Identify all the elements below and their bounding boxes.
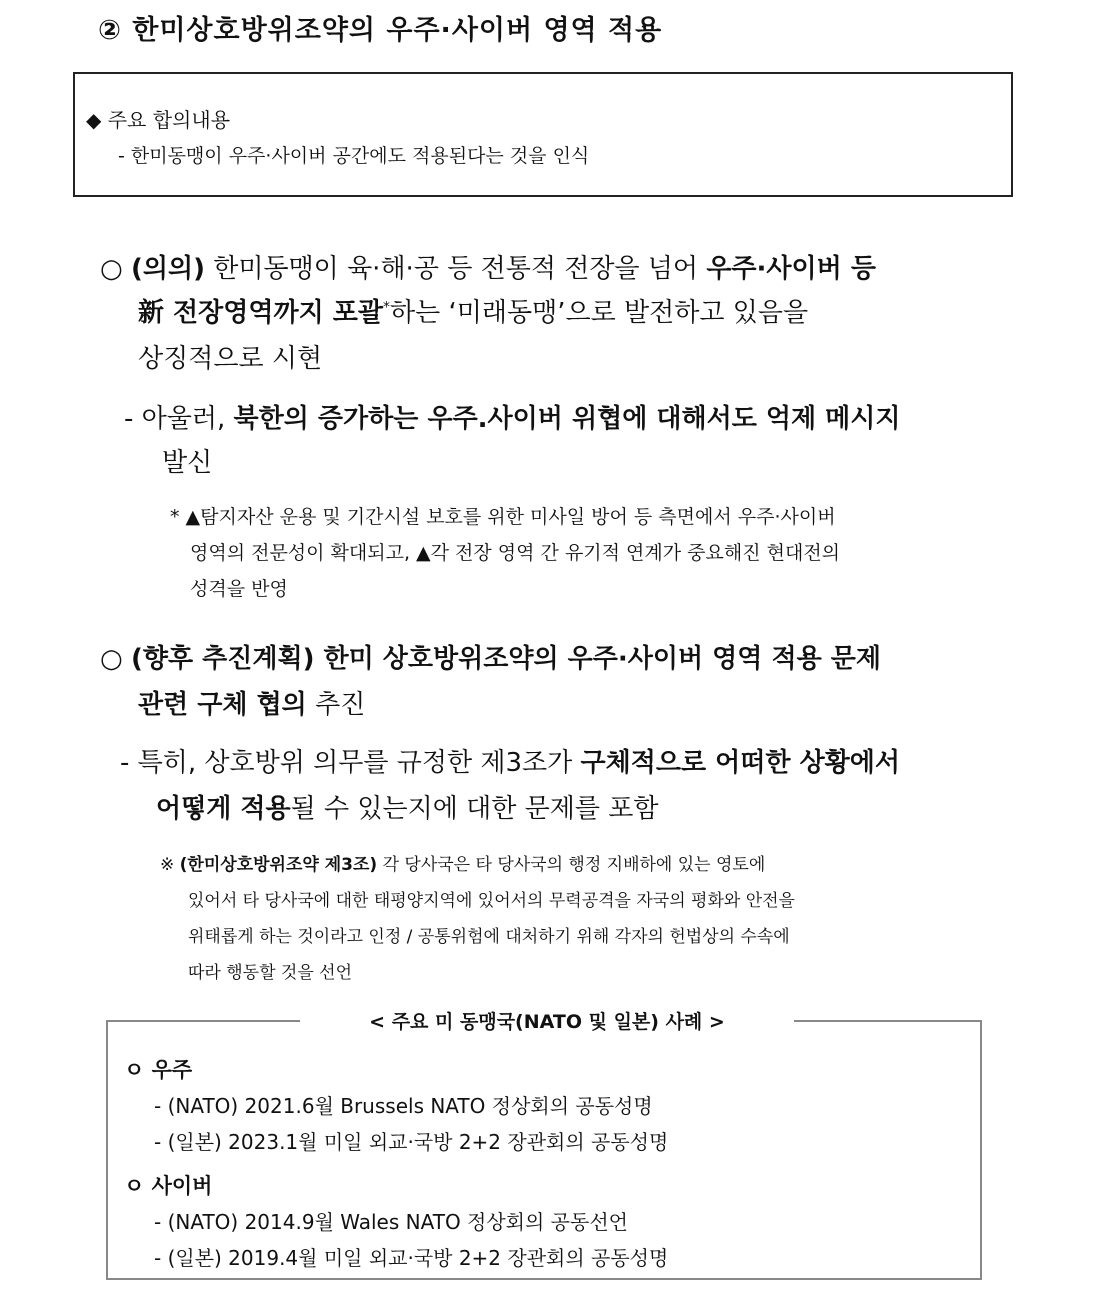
meaning-note-1: * ▲탐지자산 운용 및 기간시설 보호를 위한 미사일 방어 등 측면에서 우주·사이버: [170, 506, 836, 528]
meaning-emphasis-1: 우주·사이버 등: [706, 254, 876, 284]
meaning-line-3: 상징적으로 시현: [138, 344, 323, 374]
list-item: - (NATO) 2021.6월 Brussels NATO 정상회의 공동성명: [154, 1094, 653, 1118]
meaning-note-2: 영역의 전문성이 확대되고, ▲각 전장 영역 간 유기적 연계가 중요해진 현대전의: [190, 542, 841, 564]
plan-note-2: 있어서 타 당사국에 대한 태평양지역에 있어서의 무력공격을 자국의 평화와 안전을: [188, 891, 795, 911]
cases-title: < 주요 미 동맹국(NATO 및 일본) 사례 >: [300, 1007, 794, 1034]
footnote-marker: *: [383, 299, 391, 316]
list-item: - (일본) 2019.4월 미일 외교·국방 2+2 장관회의 공동성명: [154, 1246, 669, 1270]
list-item: - (NATO) 2014.9월 Wales NATO 정상회의 공동선언: [154, 1210, 628, 1234]
cases-space-heading: ㅇ 우주: [124, 1058, 193, 1082]
summary-body: - 한미동맹이 우주·사이버 공간에도 적용된다는 것을 인식: [118, 145, 590, 167]
plan-sub-text-1: - 특히, 상호방위 의무를 규정한 제3조가: [120, 748, 581, 778]
bullet-circle: ○: [100, 644, 131, 674]
plan-note-4: 따라 행동할 것을 선언: [188, 963, 353, 983]
plan-note-1: [160, 850, 765, 875]
cases-cyber-heading: ㅇ 사이버: [124, 1174, 213, 1198]
plan-line-1: [100, 638, 881, 675]
plan-line-2: [138, 684, 365, 721]
meaning-text-2: 하는 ‘미래동맹’으로 발전하고 있음을: [390, 298, 809, 328]
meaning-sub-line-2: 발신: [162, 448, 213, 478]
meaning-line-1: [100, 248, 876, 285]
summary-heading: ◆ 주요 합의내용: [86, 108, 231, 132]
meaning-sub-line-1: [124, 398, 901, 435]
plan-sub-emphasis-2: 어떻게 적용: [156, 794, 291, 824]
meaning-label: (의의): [130, 254, 205, 284]
meaning-sub-emphasis: 북한의 증가하는 우주.사이버 위협에 대해서도 억제 메시지: [233, 404, 901, 434]
plan-sub-line-2: [156, 788, 658, 825]
meaning-line-2: [138, 292, 808, 329]
plan-emphasis-1: (향후 추진계획) 한미 상호방위조약의 우주·사이버 영역 적용 문제: [130, 644, 881, 674]
plan-text-2: 추진: [306, 690, 366, 720]
plan-sub-emphasis-1: 구체적으로 어떠한 상황에서: [580, 748, 901, 778]
meaning-emphasis-2: 新 전장영역까지 포괄: [138, 298, 384, 328]
list-item: - (일본) 2023.1월 미일 외교·국방 2+2 장관회의 공동성명: [154, 1130, 669, 1154]
plan-note-3: 위태롭게 하는 것이라고 인정 / 공통위험에 대처하기 위해 각자의 헌법상의 수속에: [188, 927, 790, 947]
meaning-text-1: 한미동맹이 육·해·공 등 전통적 전장을 넘어: [204, 254, 707, 284]
plan-sub-line-1: [120, 742, 900, 779]
meaning-sub-text: - 아울러,: [124, 404, 234, 434]
meaning-note-3: 성격을 반영: [190, 578, 288, 600]
bullet-circle: ○: [100, 254, 131, 284]
note-text-1: 각 당사국은 타 당사국의 행정 지배하에 있는 영토에: [377, 855, 766, 875]
note-mark: ※: [160, 855, 180, 875]
section-title: ② 한미상호방위조약의 우주·사이버 영역 적용: [98, 15, 663, 46]
plan-emphasis-2: 관련 구체 협의: [138, 690, 307, 720]
note-label: (한미상호방위조약 제3조): [179, 855, 378, 875]
plan-sub-text-2: 될 수 있는지에 대한 문제를 포함: [290, 794, 659, 824]
summary-box: [73, 72, 1013, 197]
